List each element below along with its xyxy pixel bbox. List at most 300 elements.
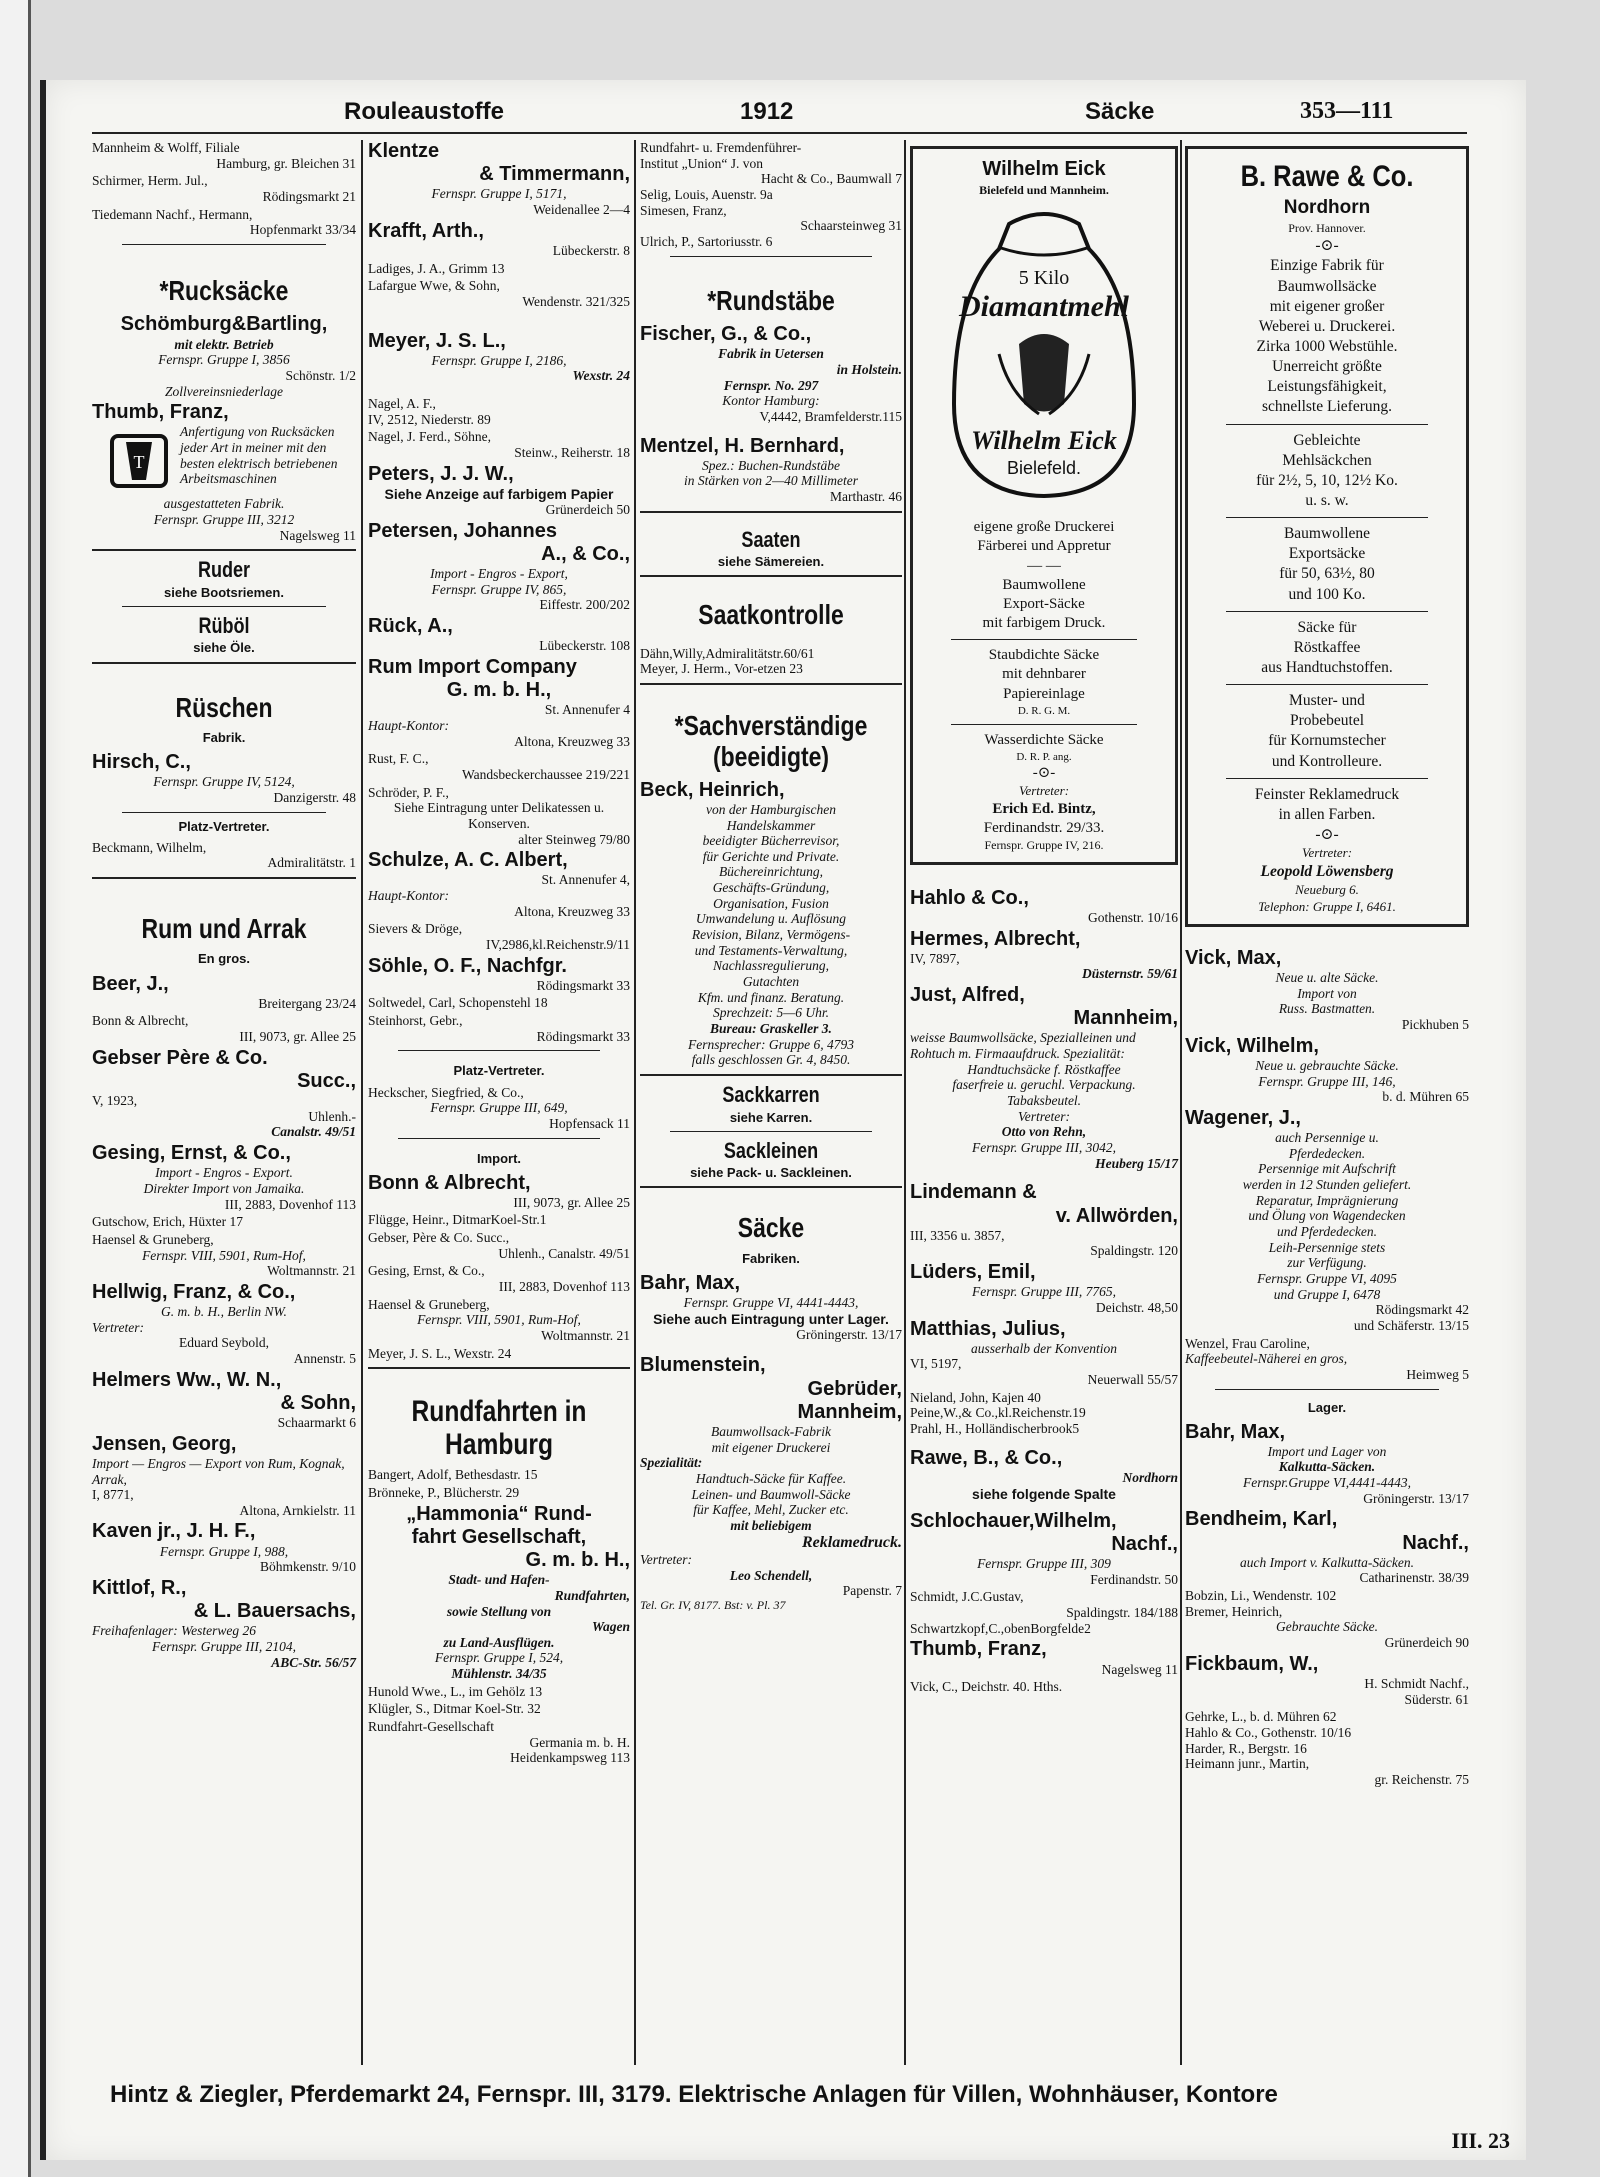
entry-name: Rawe, B., & Co., — [910, 1446, 1063, 1469]
ad-line: Ferdinandstr. 29/33. — [983, 820, 1105, 837]
entry-line: Umwandelung u. Auflösung — [695, 911, 847, 927]
ad-location: Bielefeld und Mannheim. — [979, 182, 1109, 197]
entry-name: Hermes, Albrecht, — [910, 927, 1081, 950]
entry — [910, 928, 1178, 983]
ad-line: und 100 Ko. — [1288, 585, 1366, 603]
entry-line: Rundfahrten, — [554, 1587, 630, 1603]
entry-name: A., & Co., — [541, 542, 630, 565]
entry-line: Leih-Persennige stets — [1268, 1239, 1386, 1255]
entry-line: Altona, Kreuzweg 33 — [514, 733, 630, 749]
flour-sack-icon — [939, 204, 1149, 504]
entry — [368, 220, 630, 259]
section-heading: Rundfahrten in Hamburg — [411, 1395, 587, 1462]
ad-line: mit eigener großer — [1269, 297, 1385, 315]
entry-line: Organisation, Fusion — [713, 895, 829, 911]
ad-line: Export-Säcke — [1003, 595, 1085, 612]
entry-line: Woltmannstr. 21 — [541, 1328, 630, 1344]
ad-line: Unerreicht größte — [1272, 358, 1382, 376]
entry-line: Altona, Kreuzweg 33 — [514, 903, 630, 919]
entry-name: Gebrüder, — [807, 1377, 902, 1400]
entry — [368, 955, 630, 994]
entry-line: Persennige mit Aufschrift — [1258, 1161, 1396, 1177]
entry-line: Schirmer, Herm. Jul., — [92, 173, 208, 189]
entry-line: Wendenstr. 321/325 — [522, 293, 630, 309]
entry-name: Succ., — [297, 1069, 356, 1092]
entry — [368, 1172, 630, 1211]
entry-line: zur Verfügung. — [1287, 1255, 1367, 1271]
subsection-heading: Fabrik. — [202, 730, 246, 746]
entry-name: Bonn & Albrecht, — [368, 1171, 531, 1194]
column-2 — [368, 140, 630, 1768]
column-divider — [361, 140, 363, 2065]
entry — [368, 995, 630, 1011]
entry — [368, 785, 630, 848]
entry — [92, 207, 356, 238]
entry — [1185, 1709, 1469, 1787]
entry — [368, 921, 630, 952]
entry-line: Reklamedruck. — [802, 1533, 902, 1551]
svg-text:T: T — [133, 452, 145, 473]
entry-line: Geschäfts-Gründung, — [712, 880, 830, 896]
entry-line: Tabaksbeutel. — [1006, 1093, 1082, 1109]
entry-name: Just, Alfred, — [910, 984, 1025, 1007]
divider — [398, 1050, 600, 1051]
entry-line: Heidenkampsweg 113 — [510, 1750, 630, 1766]
entry — [368, 849, 630, 919]
entry-address: St. Annenufer 4 — [544, 702, 630, 718]
entry — [368, 1684, 630, 1700]
entry-line: in Stärken von 2—40 Millimeter — [684, 473, 858, 489]
divider — [368, 1367, 630, 1369]
entry-line: Rundfahrt-Gesellschaft — [368, 1719, 494, 1735]
entry-phone: Fernspr. Gruppe III, 2104, — [152, 1639, 296, 1655]
divider — [1226, 517, 1428, 518]
entry-line: Leinen- und Baumwoll-Säcke — [691, 1486, 851, 1502]
entry — [910, 1447, 1178, 1502]
entry-name: Söhle, O. F., Nachfgr. — [368, 954, 567, 977]
ad-line: mit farbigem Druck. — [982, 615, 1106, 632]
entry-line: Reparatur, Imprägnierung — [1255, 1192, 1399, 1208]
entry-name: Fischer, G., & Co., — [640, 323, 812, 346]
subsection-heading: Platz-Vertreter. — [453, 1063, 545, 1079]
ad-line: Erich Ed. Bintz, — [992, 800, 1096, 817]
entry-name: Lüders, Emil, — [910, 1261, 1036, 1284]
entry-name: Nachf., — [1402, 1531, 1469, 1554]
entry-line: ausserhalb der Konvention — [971, 1340, 1117, 1356]
entry-line: alter Steinweg 79/80 — [518, 831, 630, 847]
entry-line: Harder, R., Bergstr. 16 — [1185, 1740, 1307, 1756]
entry — [368, 278, 630, 309]
entry-line: Wagen — [591, 1619, 630, 1635]
entry-phone: Fernspr. Gruppe I, 5171, — [431, 186, 567, 202]
entry-address: Gröningerstr. 13/17 — [1363, 1490, 1469, 1506]
entry-line: Rödingsmarkt 21 — [262, 188, 356, 204]
entry-line: und Pferdedecken. — [1277, 1223, 1377, 1239]
section-heading: Saatkontrolle — [698, 599, 844, 631]
entry-name: Hirsch, C., — [92, 751, 191, 774]
entry — [92, 173, 356, 204]
ad-line: für 50, 63½, 80 — [1279, 565, 1375, 583]
entry-line: Handelskammer — [726, 817, 816, 833]
entry-line: faserfreie u. geruchl. Verpackung. — [952, 1077, 1136, 1093]
ad-line: Baumwollsäcke — [1277, 277, 1377, 295]
entry-line: III, 9073, gr. Allee 25 — [239, 1029, 356, 1045]
entry-line: Siehe auch Eintragung unter Lager. — [653, 1310, 889, 1327]
entry-line: Vick, C., Deichstr. 40. Hths. — [910, 1679, 1063, 1695]
entry — [92, 1214, 356, 1230]
entry — [640, 435, 902, 505]
ad-line: Baumwollene — [1283, 525, 1371, 543]
entry — [368, 1701, 630, 1717]
ad-line: Vertreter: — [1301, 845, 1353, 861]
entry-line: Beckmann, Wilhelm, — [92, 839, 207, 855]
entry — [368, 1719, 630, 1766]
entry-phone: IV, 7897, — [910, 950, 960, 966]
ad-line: Weberei u. Druckerei. — [1258, 317, 1396, 335]
entry-line: Gutschow, Erich, Hüxter 17 — [92, 1214, 243, 1230]
entry-line: Russ. Bastmatten. — [1278, 1001, 1376, 1017]
entry-line: Import von — [1297, 985, 1357, 1001]
entry-line: Flügge, Heinr., DitmarKoel-Str.1 — [368, 1212, 547, 1228]
ad-line: in allen Farben. — [1278, 805, 1376, 823]
entry — [368, 751, 630, 782]
entry-address: Canalstr. 49/51 — [271, 1124, 356, 1140]
entry-line: Fabrik in Uetersen — [718, 346, 824, 362]
cross-reference: siehe Karren. — [729, 1109, 813, 1125]
entry-name: Wagener, J., — [1185, 1106, 1301, 1129]
subsection-heading: Platz-Vertreter. — [178, 818, 270, 834]
entry-name: Matthias, Julius, — [910, 1317, 1066, 1340]
entry-address: Marthastr. 46 — [830, 489, 902, 505]
entry-phone: Fernspr. Gruppe III, 309 — [977, 1556, 1111, 1572]
entry-line: Meyer, J. Herm., Vor-etzen 23 — [640, 661, 803, 677]
entry-address: Gröningerstr. 13/17 — [796, 1326, 902, 1342]
entry — [910, 1261, 1178, 1316]
ad-line: Mehlsäckchen — [1282, 451, 1372, 469]
entry-name: Krafft, Arth., — [368, 219, 484, 242]
entry — [92, 1047, 356, 1140]
entry-name: Kittlof, R., — [92, 1576, 187, 1599]
ad-line: D. R. G. M. — [1017, 704, 1071, 717]
entry-line: V,4442, Bramfelderstr.115 — [759, 408, 902, 424]
entry-phone: Fernspr.Gruppe VI,4441-4443, — [1243, 1475, 1411, 1491]
section-heading: Ruder — [197, 557, 251, 583]
ad-line: eigene große Druckerei — [973, 519, 1115, 536]
ad-line: Leistungsfähigkeit, — [1267, 378, 1387, 396]
ad-line: Einzige Fabrik für — [1270, 257, 1384, 275]
sack-text-3: Wilhelm Eick — [971, 425, 1117, 455]
entry — [92, 1369, 356, 1431]
entry — [910, 1318, 1178, 1388]
page-header — [60, 98, 1540, 128]
entry-line: Simesen, Franz, — [640, 202, 727, 218]
entry — [910, 1181, 1178, 1259]
header-year: 1912 — [740, 98, 794, 125]
entry — [368, 1212, 630, 1228]
entry-name: Mannheim, — [1073, 1007, 1178, 1030]
entry-address: Gothenstr. 10/16 — [1088, 909, 1178, 925]
entry-address: Düsternstr. 59/61 — [1081, 966, 1178, 982]
ad-line: Zirka 1000 Webstühle. — [1256, 337, 1398, 355]
section-heading: Rüböl — [198, 612, 250, 638]
entry-line: Rundfahrt- u. Fremdenführer- — [640, 140, 802, 155]
divider — [670, 256, 872, 257]
entry-phone: Fernspr. Gruppe III, 146, — [1258, 1073, 1396, 1089]
entry — [368, 429, 630, 460]
entry-line: Kalkutta-Säcken. — [1278, 1459, 1376, 1475]
entry-address: Lübeckerstr. 108 — [539, 638, 630, 654]
entry-name: „Hammonia“ Rund- — [406, 1502, 592, 1525]
entry-name: Lindemann & — [910, 1181, 1037, 1204]
entry-address: Pickhuben 5 — [1401, 1017, 1469, 1033]
entry-line: werden in 12 Stunden geliefert. — [1242, 1177, 1412, 1193]
entry-line: Sievers & Dröge, — [368, 921, 463, 937]
entry-name: Fickbaum, W., — [1185, 1652, 1319, 1675]
entry-line: Meyer, J. S. L., Wexstr. 24 — [368, 1345, 512, 1361]
entry-line: Steinw., Reiherstr. 18 — [514, 444, 630, 460]
entry-address: Nagelsweg 11 — [1101, 1661, 1178, 1677]
section-heading: *Rucksäcke — [159, 274, 289, 306]
section-heading: Sackleinen — [723, 1137, 819, 1163]
entry-phone: und Gruppe I, 6478 — [1273, 1286, 1381, 1302]
entry-name: Nachf., — [1111, 1532, 1178, 1555]
entry-line: Prahl, H., Holländischerbrook5 — [910, 1421, 1080, 1436]
entry-phone: Fernspr. Gruppe I, 2186, — [431, 352, 567, 368]
entry-name: Meyer, J. S. L., — [368, 329, 506, 352]
entry — [92, 1577, 356, 1670]
entry-address: Neuerwall 55/57 — [1087, 1372, 1178, 1388]
entry-line: Heimann junr., Martin, — [1185, 1756, 1310, 1772]
entry — [910, 1638, 1178, 1677]
entry-line: Gehrke, L., b. d. Mühren 62 — [1185, 1709, 1337, 1725]
entry-line: Gutachten — [742, 974, 800, 990]
divider — [1226, 684, 1428, 685]
entry-line: Gebser, Père & Co. Succ., — [368, 1230, 510, 1246]
divider — [92, 877, 356, 879]
entry-line: Revision, Bilanz, Vermögens- — [691, 927, 851, 943]
page-number: III. 23 — [1451, 2128, 1510, 2153]
entry-line: beeidigter Bücherrevisor, — [702, 833, 840, 849]
page-edge — [0, 0, 31, 2177]
entry — [910, 1589, 1178, 1636]
cross-reference: siehe folgende Spalte — [972, 1485, 1116, 1502]
entry-line: Siehe Anzeige auf farbigem Papier — [384, 485, 614, 502]
entry-line: sowie Stellung von — [446, 1603, 552, 1619]
entry — [368, 1230, 630, 1261]
entry — [92, 1142, 356, 1212]
entry-line: Handtuchsäcke f. Röstkaffee — [967, 1061, 1121, 1077]
entry-name: Blumenstein, — [640, 1354, 766, 1377]
entry-line: Kfm. und finanz. Beratung. — [697, 989, 845, 1005]
entry-line: Otto von Rehn, — [1001, 1124, 1087, 1140]
entry-line: auch Persennige u. — [1275, 1130, 1379, 1146]
entry-line: Nordhorn — [1122, 1469, 1178, 1485]
entry-address: Mühlenstr. 34/35 — [451, 1666, 547, 1682]
entry — [368, 1346, 630, 1362]
entry-address: Grünerdeich 50 — [545, 502, 630, 518]
entry-line: Pferdedecken. — [1288, 1145, 1366, 1161]
entry-line: Bonn & Albrecht, — [92, 1013, 189, 1029]
entry-line: Heckscher, Siegfried, & Co., — [368, 1084, 524, 1100]
divider — [1226, 778, 1428, 779]
entry — [92, 1232, 356, 1279]
entry-line: Kaffeebeutel-Näherei en gros, — [1185, 1351, 1348, 1367]
cross-reference: siehe Pack- u. Sackleinen. — [690, 1165, 852, 1181]
subsection-heading: Import. — [476, 1150, 522, 1166]
ad-line: Neueburg 6. — [1295, 882, 1359, 898]
entry-name: v. Allwörden, — [1055, 1204, 1178, 1227]
divider — [640, 683, 902, 685]
ad-line: Färberei und Appretur — [977, 538, 1111, 555]
entry-name: Petersen, Johannes — [368, 519, 557, 542]
ad-title: Wilhelm Eick — [982, 158, 1106, 180]
entry-line: Steinhorst, Gebr., — [368, 1013, 463, 1029]
section-heading: Saaten — [741, 526, 801, 552]
entry-line: Haupt-Kontor: — [368, 888, 449, 904]
ad-line: mit dehnbarer — [1002, 666, 1086, 683]
entry-address: Spaldingstr. 120 — [1090, 1243, 1178, 1259]
entry-line: Zollvereinsniederlage — [165, 383, 283, 399]
advertisement-eick — [910, 146, 1178, 865]
subsection-heading: Fabriken. — [742, 1250, 800, 1266]
entry-line: mit elektr. Betrieb — [174, 336, 274, 352]
entry — [1185, 947, 1469, 1033]
entry-phone: Fernspr. No. 297 — [723, 377, 819, 393]
entry — [92, 751, 356, 806]
entry-address: Breitergang 23/24 — [258, 995, 356, 1011]
entry — [92, 401, 356, 543]
entry-line: Import und Lager von — [1267, 1443, 1387, 1459]
entry-line: Klügler, S., Ditmar Koel-Str. 32 — [368, 1701, 541, 1717]
entry-phone: Fernspr. Gruppe I, 524, — [434, 1650, 564, 1666]
ad-line: für Kornumstecher — [1268, 732, 1386, 750]
entry-line: weisse Baumwollsäcke, Spezialleinen und Rohtuch m. Firmaaufdruck. Spezialität: — [910, 1030, 1136, 1062]
entry-line: Rust, F. C., — [368, 751, 429, 767]
entry-line: Uhlenh., Canalstr. 49/51 — [498, 1245, 630, 1261]
column-divider — [1180, 140, 1182, 2065]
sack-text-1: 5 Kilo — [1018, 266, 1070, 289]
entry-phone: III, 2883, Dovenhof 113 — [224, 1196, 356, 1212]
entry-name: Jensen, Georg, — [92, 1432, 237, 1455]
entry-name: Hellwig, Franz, & Co., — [92, 1280, 296, 1303]
entry-line: Nagel, J. Ferd., Söhne, — [368, 429, 491, 445]
entry-line: Bureau: Graskeller 3. — [710, 1021, 832, 1037]
ad-line: — — — [1027, 557, 1061, 574]
entry — [92, 1281, 356, 1367]
subsection-heading: En gros. — [197, 951, 250, 967]
entry-line: Sprechzeit: 5—6 Uhr. — [712, 1005, 830, 1021]
entry-line: Neue u. gebrauchte Säcke. — [1255, 1057, 1399, 1073]
ad-line: Vertreter: — [1018, 783, 1070, 799]
entry-line: Fernspr. VIII, 5901, Rum-Hof, — [142, 1247, 306, 1263]
entry-phone: Fernspr. Gruppe III, 7765, — [972, 1284, 1116, 1300]
entry-phone: Fernspr. Gruppe VI, 4441-4443, — [683, 1294, 859, 1310]
entry-line: und Ölung von Wagendecken — [1248, 1208, 1406, 1224]
entry-line: in Holstein. — [836, 361, 902, 377]
entry-address: Schaarmarkt 6 — [277, 1415, 356, 1431]
entry-line: mit beliebigem — [730, 1517, 812, 1533]
entry-line: Fernspr. Gruppe III, 649, — [430, 1100, 568, 1116]
entry — [92, 313, 356, 399]
entry-line: Schwartzkopf,C.,obenBorgfelde2 — [910, 1620, 1091, 1636]
section-heading: *Rundstäbe — [707, 284, 835, 316]
ad-phone: Fernspr. Gruppe IV, 216. — [984, 838, 1104, 853]
entry-line: Neue u. alte Säcke. — [1275, 970, 1379, 986]
entry-line: Büchereinrichtung, — [718, 864, 824, 880]
entry-name: Vick, Wilhelm, — [1185, 1034, 1319, 1057]
entry-name: Mentzel, H. Bernhard, — [640, 434, 845, 457]
entry-line: Freihafenlager: Westerweg 26 — [92, 1623, 256, 1639]
ad-city: Nordhorn — [1283, 197, 1371, 218]
entry-line: Bangert, Adolf, Bethesdastr. 15 — [368, 1467, 538, 1483]
entry-line: Mannheim & Wolff, Filiale — [92, 140, 240, 155]
entry-address: Süderstr. 61 — [1404, 1691, 1469, 1707]
divider — [951, 724, 1137, 725]
entry — [640, 1354, 902, 1613]
entry-line: Germania m. b. H. — [529, 1734, 630, 1750]
entry — [368, 520, 630, 613]
entry-address: Rödingsmarkt 42 — [1375, 1302, 1469, 1318]
entry-line: Gebrauchte Säcke. — [1276, 1619, 1378, 1635]
entry-address: Altona, Arnkielstr. 11 — [239, 1502, 356, 1518]
entry-line: IV, 2512, Niederstr. 89 — [368, 411, 491, 427]
entry-line: Haensel & Gruneberg, — [92, 1231, 214, 1247]
entry — [368, 615, 630, 654]
entry-line: Rödingsmarkt 33 — [536, 1028, 630, 1044]
entry — [1185, 1421, 1469, 1507]
sack-text-4: Bielefeld. — [1006, 457, 1082, 478]
ad-line: Exportsäcke — [1288, 545, 1366, 563]
entry-line: Schmidt, J.C.Gustav, — [910, 1589, 1024, 1605]
entry-line: Kontor Hamburg: — [722, 393, 820, 409]
entry — [640, 1272, 902, 1343]
entry — [368, 1263, 630, 1294]
entry — [368, 261, 630, 277]
entry-name: & Sohn, — [280, 1391, 356, 1414]
entry-phone: III, 3356 u. 3857, — [910, 1227, 1005, 1243]
entry-name: & L. Bauersachs, — [193, 1600, 356, 1623]
entry-address: Lübeckerstr. 8 — [552, 242, 630, 258]
entry — [1185, 1336, 1469, 1383]
entry-line: Gesing, Ernst, & Co., — [368, 1263, 485, 1279]
divider — [1215, 1389, 1439, 1390]
divider — [398, 1138, 600, 1139]
section-heading: Rum und Arrak — [141, 913, 307, 944]
column-3 — [640, 140, 902, 1615]
entry — [640, 779, 902, 1068]
divider — [122, 812, 326, 813]
entry-line: Lafargue Wwe, & Sohn, — [368, 278, 500, 294]
ad-line: Röstkaffee — [1293, 638, 1361, 656]
entry — [910, 1679, 1178, 1695]
entry-name: Bendheim, Karl, — [1185, 1508, 1338, 1531]
footer-advertisement: Hintz & Ziegler, Pferdemarkt 24, Fernspr. III, 3179. Elektrische Anlagen für Villen, Wohnhäuser, Kontore — [110, 2081, 1278, 2108]
ad-line: schnellste Lieferung. — [1262, 398, 1392, 416]
cross-reference: siehe Sämereien. — [717, 554, 825, 570]
entry-line: Nagel, A. F., — [368, 396, 436, 411]
ad-line: Leopold Löwensberg — [1260, 862, 1394, 880]
subsection-heading: Lager. — [1307, 1399, 1347, 1415]
entry-phone: Fernspr. Gruppe IV, 865, — [431, 581, 567, 597]
entry-line: Import — Engros — Export von Rum, Kognak, Arrak, — [92, 1455, 345, 1487]
entry-address: ABC-Str. 56/57 — [271, 1654, 356, 1670]
entry — [368, 1485, 630, 1501]
entry-line: Peine,W.,& Co.,kl.Reichenstr.19 — [910, 1405, 1086, 1421]
entry-name: Beer, J., — [92, 972, 169, 995]
header-page: 353—111 — [1300, 98, 1394, 124]
section-heading: *Sachverständige (beeidigte) — [674, 710, 868, 772]
divider — [1226, 611, 1428, 612]
